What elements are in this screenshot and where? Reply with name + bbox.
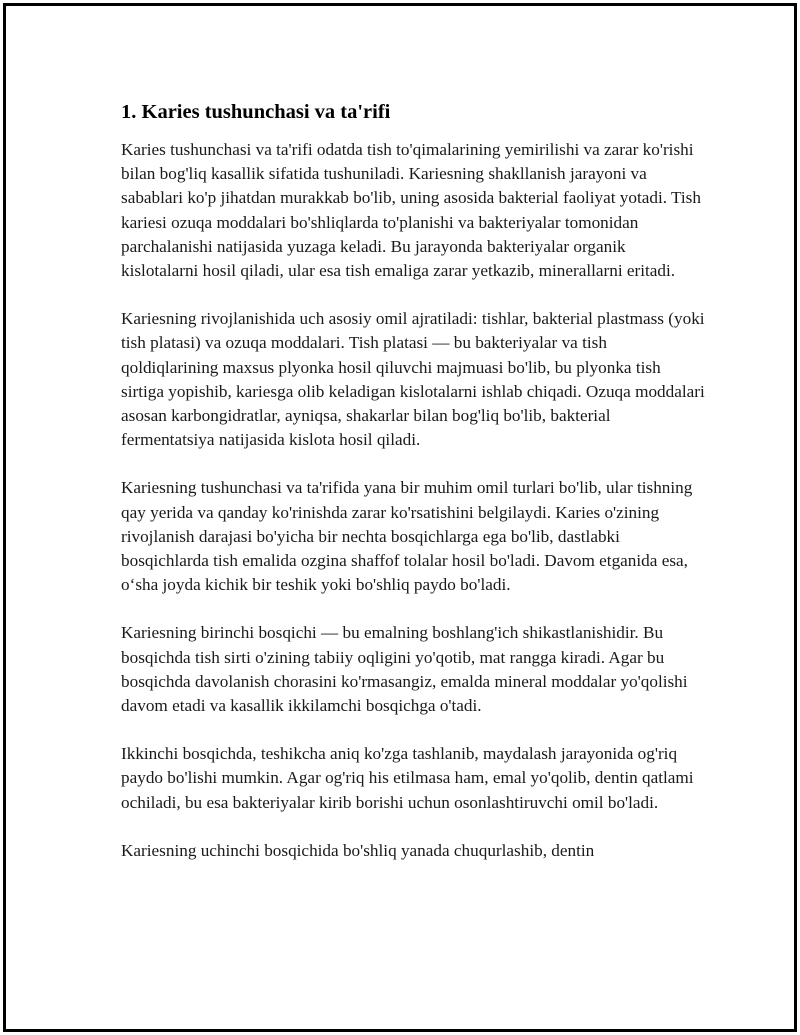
paragraph-1: Karies tushunchasi va ta'rifi odatda tish to'qimalarining yemirilishi va zarar ko'rishi bilan bog'liq kasallik sifatida tushuniladi. Kariesning shakllanish jarayoni va sabablari ko'p jihatdan murakkab bo'lib, uning asosida bakterial faoliyat yotadi. Tish kariesi ozuqa moddalari bo'shliqlarda to'planishi va bakteriyalar tomonidan parchalanishi natijasida yuzaga keladi. Bu jarayonda bakteriyalar organik kislotalarni hosil qiladi, ular esa tish emaliga zarar yetkazib, minerallarni eritadi. (121, 140, 701, 281)
paragraph-6: Kariesning uchinchi bosqichida bo'shliq yanada chuqurlashib, dentin (121, 840, 595, 860)
page-frame (3, 3, 797, 1032)
paragraph-2: Kariesning rivojlanishida uch asosiy omil ajratiladi: tishlar, bakterial plastmass (yoki tish platasi) va ozuqa moddalari. Tish platasi — bu bakteriyalar va tish qoldiqlarining maxsus plyonka hosil qiluvchi majmuasi bo'lib, bu plyonka tish sirtiga yopishib, kariesga olib keladigan kislotalarni ishlab chiqadi. Ozuqa moddalari asosan karbongidratlar, ayniqsa, shakarlar bilan bog'liq bo'lib, bakterial fermentatsiya natijasida kislota hosil qiladi. (121, 309, 705, 450)
section-heading: 1. Karies tushunchasi va ta'rifi (121, 101, 391, 123)
paragraph-3: Kariesning tushunchasi va ta'rifida yana bir muhim omil turlari bo'lib, ular tishning qay yerida va qanday ko'rinishda zarar ko'rsatishini belgilaydi. Karies o'zining rivojlanish darajasi bo'yicha bir nechta bosqichlarga ega bo'lib, dastlabki bosqichlarda tish emalida ozgina shaffof tolalar hosil bo'ladi. Davom etganida esa, o‘sha joyda kichik bir teshik yoki bo'shliq paydo bo'ladi. (121, 478, 693, 595)
document-body (121, 98, 706, 887)
paragraph-5: Ikkinchi bosqichda, teshikcha aniq ko'zga tashlanib, maydalash jarayonida og'riq paydo bo'lishi mumkin. Agar og'riq his etilmasa ham, emal yo'qolib, dentin qatlami ochiladi, bu esa bakteriyalar kirib borishi uchun osonlashtiruvchi omil bo'ladi. (121, 744, 694, 812)
paragraph-4: Kariesning birinchi bosqichi — bu emalning boshlang'ich shikastlanishidir. Bu bosqichda tish sirti o'zining tabiiy oqligini yo'qotib, mat rangga kiradi. Agar bu bosqichda davolanish chorasini ko'rmasangiz, emalda mineral moddalar yo'qolishi davom etadi va kasallik ikkilamchi bosqichga o'tadi. (121, 623, 688, 716)
